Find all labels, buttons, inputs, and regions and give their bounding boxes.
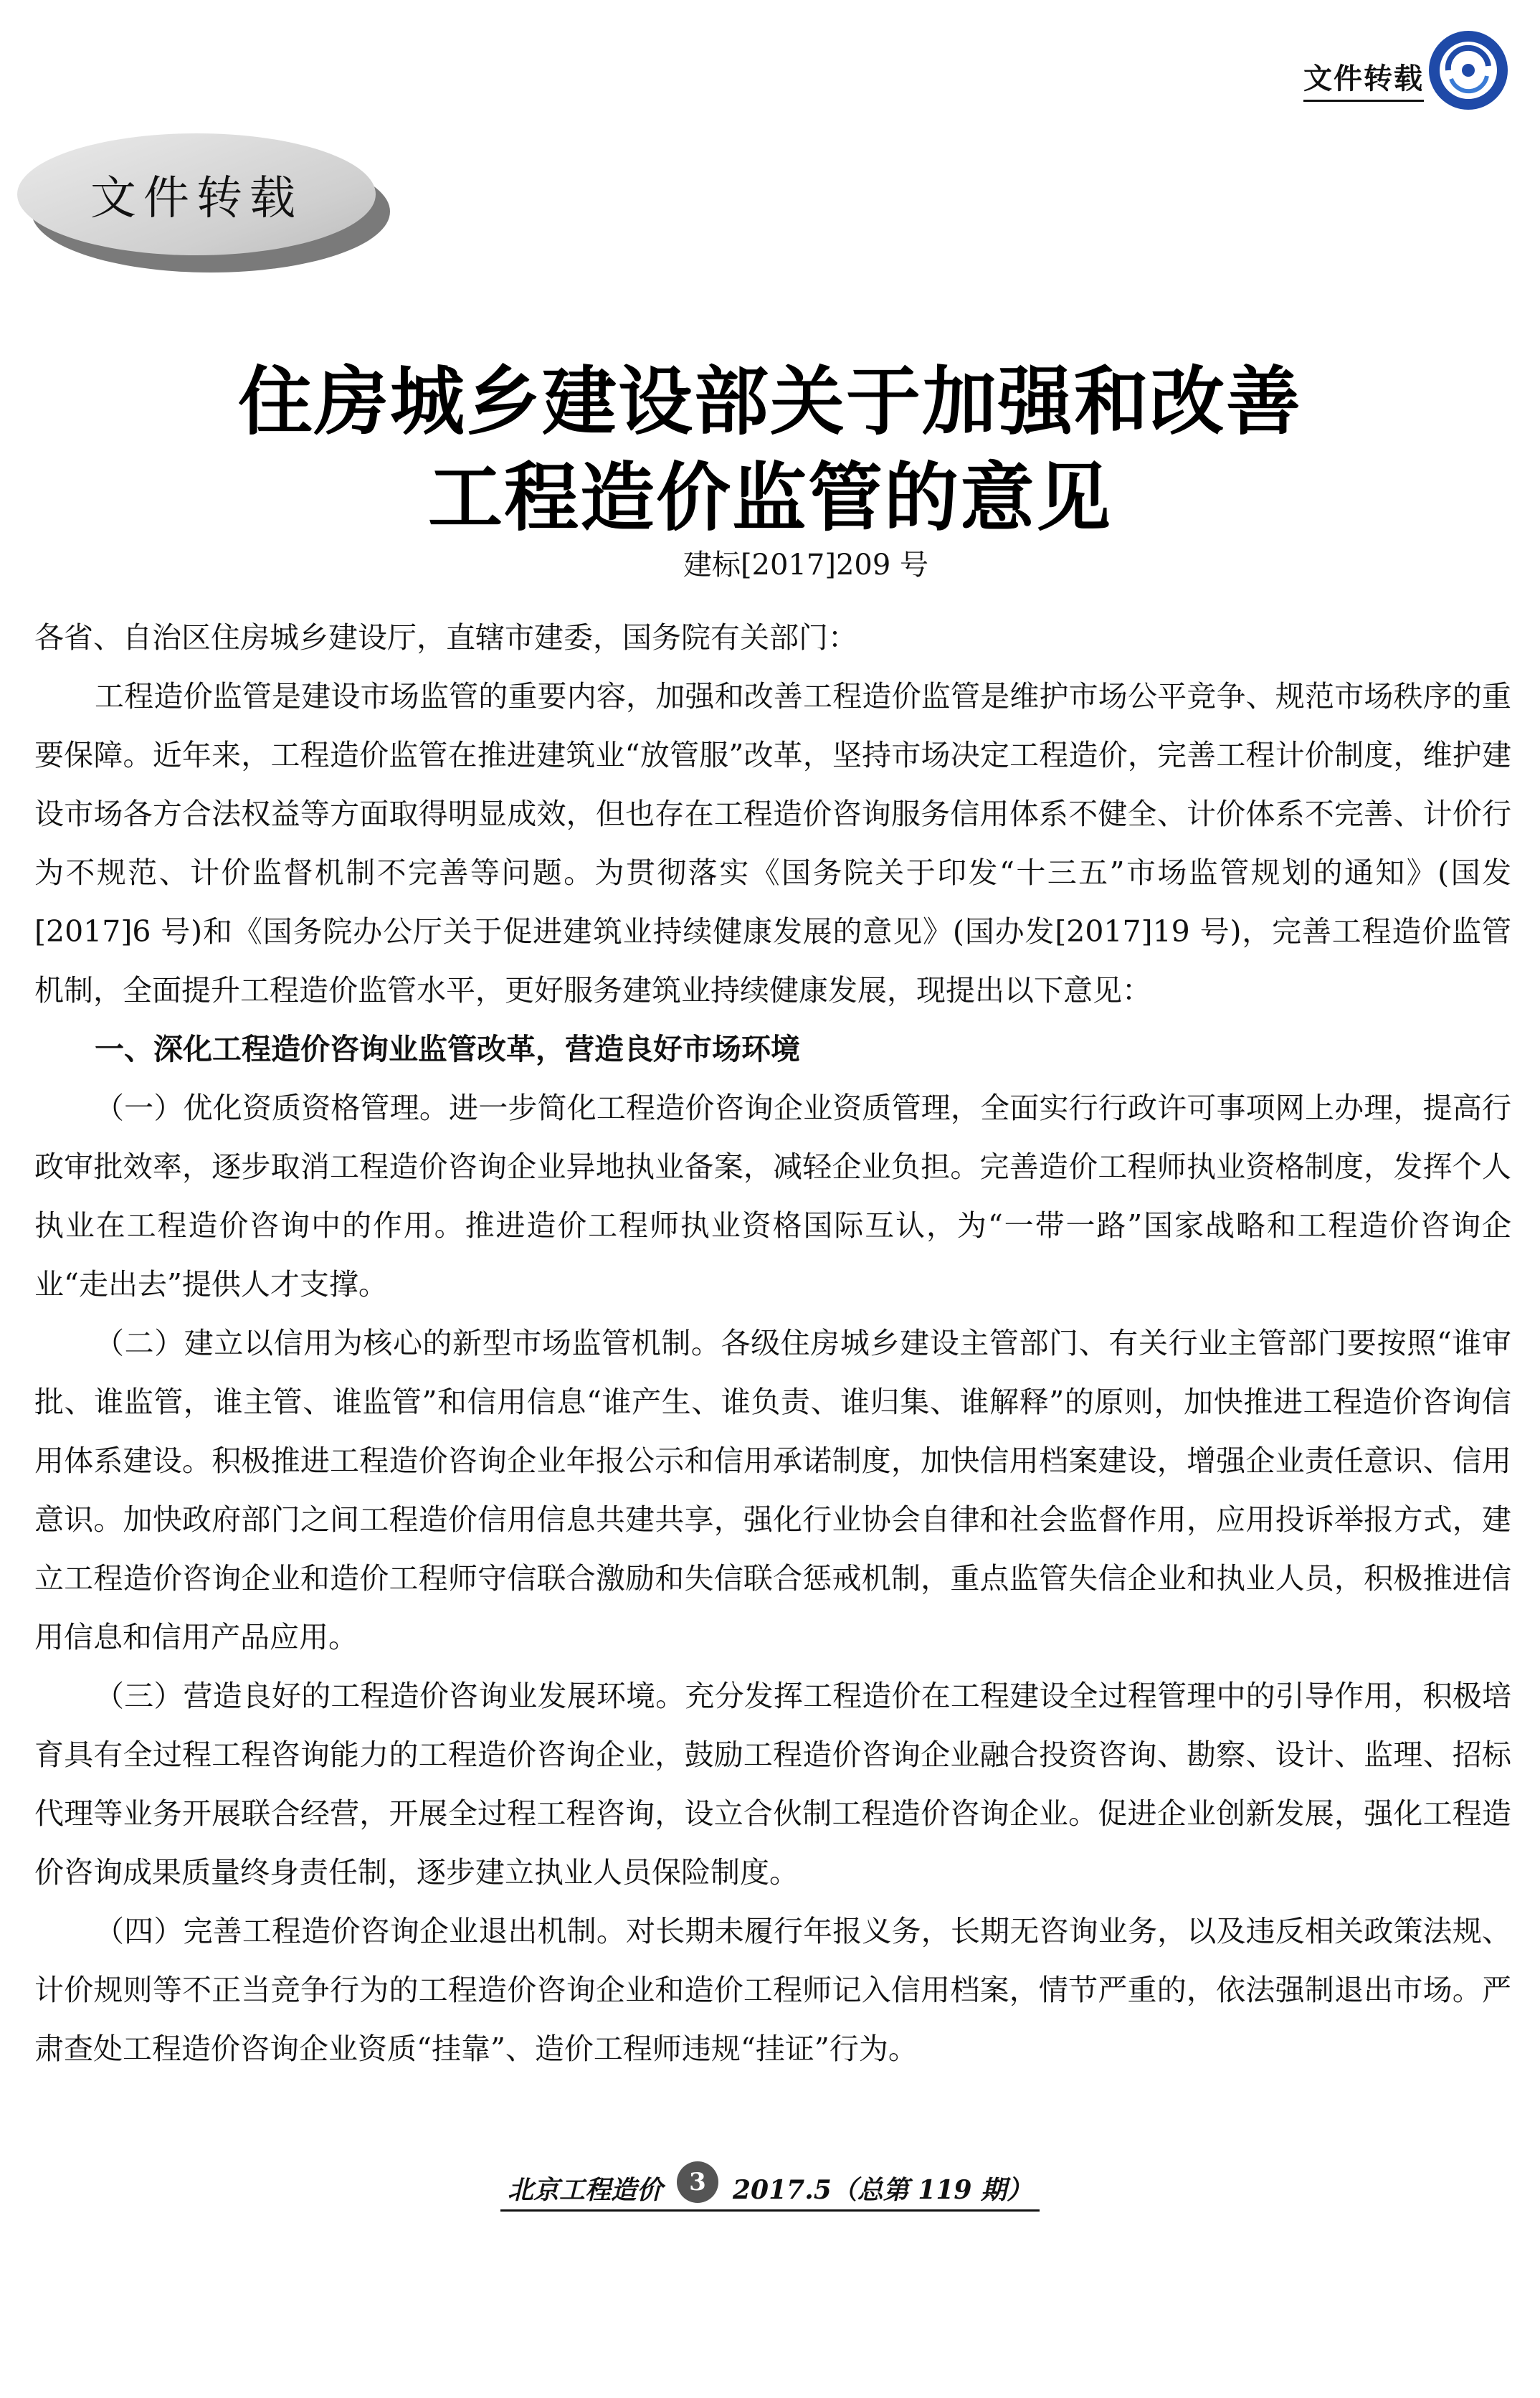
section-pill: 文件转载 [17, 133, 376, 255]
item-paragraph-3: （三）营造良好的工程造价咨询业发展环境。充分发挥工程造价在工程建设全过程管理中的引导作用，积极培育具有全过程工程咨询能力的工程造价咨询企业，鼓励工程造价咨询企业融合投资咨询、勘察、设计、监理、招标代理等业务开展联合经营，开展全过程工程咨询，设立合伙制工程造价咨询企业。促进企业创新发展，强化工程造价咨询成果质量终身责任制，逐步建立执业人员保险制度。 [34, 1679, 1511, 1890]
footer-issue: 2017.5（总第 119 期） [733, 2175, 1032, 2205]
section-header-label: 文件转载 [1303, 56, 1424, 102]
item-paragraph-1: （一）优化资质资格管理。进一步简化工程造价咨询企业资质管理，全面实行行政许可事项网上办理，提高行政审批效率，逐步取消工程造价咨询企业异地执业备案，减轻企业负担。完善造价工程师执业资格制度，发挥个人执业在工程造价咨询中的作用。推进造价工程师执业资格国际互认，为“一带一路”国家战略和工程造价咨询企业“走出去”提供人才支撑。 [34, 1091, 1511, 1302]
document-number: 建标[2017]209 号 [683, 549, 929, 582]
footer-journal-name: 北京工程造价 [507, 2175, 662, 2205]
page-footer [0, 2167, 1540, 2212]
journal-logo-icon [1427, 29, 1510, 112]
document-title-line-1: 住房城乡建设部关于加强和改善 [237, 358, 1302, 445]
document-title-line-2: 工程造价监管的意见 [427, 454, 1112, 541]
section-heading-1: 一、深化工程造价咨询业监管改革，营造良好市场环境 [95, 1032, 800, 1066]
item-paragraph-4: （四）完善工程造价咨询企业退出机制。对长期未履行年报义务，长期无咨询业务，以及违反相关政策法规、计价规则等不正当竞争行为的工程造价咨询企业和造价工程师记入信用档案，情节严重的，依法强制退出市场。严肃查处工程造价咨询企业资质“挂靠”、造价工程师违规“挂证”行为。 [34, 1914, 1511, 2066]
item-paragraph-2: （二）建立以信用为核心的新型市场监管机制。各级住房城乡建设主管部门、有关行业主管部门要按照“谁审批、谁监管，谁主管、谁监管”和信用信息“谁产生、谁负责、谁归集、谁解释”的原则，加快推进工程造价咨询信用体系建设。积极推进工程造价咨询企业年报公示和信用承诺制度，加快信用档案建设，增强企业责任意识、信用意识。加快政府部门之间工程造价信用信息共建共享，强化行业协会自律和社会监督作用，应用投诉举报方式，建立工程造价咨询企业和造价工程师守信联合激励和失信联合惩戒机制，重点监管失信企业和执业人员，积极推进信用信息和信用产品应用。 [34, 1326, 1511, 1654]
document-body [34, 608, 1511, 2078]
page-number: 3 [677, 2161, 718, 2203]
addressee-paragraph: 各省、自治区住房城乡建设厅，直辖市建委，国务院有关部门： [34, 620, 857, 655]
intro-paragraph: 工程造价监管是建设市场监管的重要内容，加强和改善工程造价监管是维护市场公平竞争、规范市场秩序的重要保障。近年来，工程造价监管在推进建筑业“放管服”改革，坚持市场决定工程造价，完善工程计价制度，维护建设市场各方合法权益等方面取得明显成效，但也存在工程造价咨询服务信用体系不健全、计价体系不完善、计价行为不规范、计价监督机制不完善等问题。为贯彻落实《国务院关于印发“十三五”市场监管规划的通知》(国发[2017]6 号)和《国务院办公厅关于促进建筑业持续健康发展的意见》(国办发[2017]19 号)，完善工程造价监管机制，全面提升工程造价监管水平，更好服务建筑业持续健康发展，现提出以下意见： [34, 679, 1511, 1008]
